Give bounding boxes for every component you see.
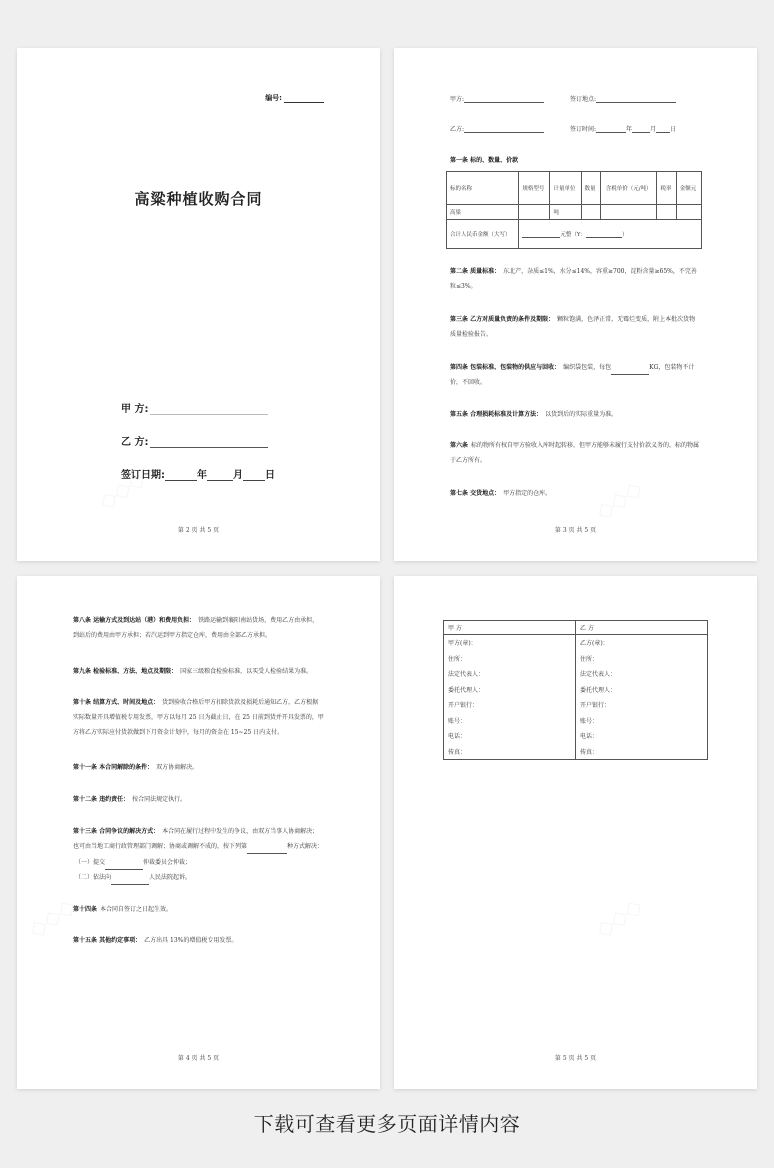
article-10-head: 第十条 结算方式、时间及地点： xyxy=(73,699,160,706)
document-page-4 xyxy=(17,576,380,1089)
article-13-text: 本合同在履行过程中发生的争议，由双方当事人协商解决；也可由当地工商行政管理部门调解；协商或调解不成的，按下列第 xyxy=(73,828,319,850)
table-cell: 开户银行： xyxy=(576,697,708,713)
total-suffix: 元整（Y： xyxy=(560,232,586,238)
sign-place-field xyxy=(570,94,676,103)
article-4-text-end: KG，包装物不计价，不回收。 xyxy=(450,364,695,386)
table-cell xyxy=(657,205,676,220)
article-7-text: 甲方指定的仓库。 xyxy=(503,490,552,497)
download-more-link[interactable]: 下载可查看更多页面详情内容 xyxy=(253,1112,521,1136)
document-page-2 xyxy=(17,48,380,561)
article-11-head: 第十一条 本合同解除的条件： xyxy=(73,764,154,771)
table-cell: 住所： xyxy=(444,651,576,667)
article-7-head: 第七条 交货地点： xyxy=(450,490,501,497)
year-label: 年 xyxy=(626,126,633,133)
option-2-text: （二）依法向 xyxy=(75,874,112,881)
watermark xyxy=(24,894,80,944)
article-15-text: 乙方出具 13%的增值税专用发票。 xyxy=(144,937,238,944)
article-9-head: 第九条 检验标准、方法、地点及期限： xyxy=(73,668,178,675)
article-9 xyxy=(73,664,324,679)
table-cell: 账号： xyxy=(444,713,576,729)
table-header-cell: 税率 xyxy=(657,172,676,205)
table-header-cell: 规格型号 xyxy=(519,172,550,205)
month-label: 月 xyxy=(650,126,657,133)
article-2-head: 第二条 质量标准： xyxy=(450,268,501,275)
day-blank xyxy=(243,470,265,481)
total-close: ） xyxy=(621,232,628,238)
price-table xyxy=(446,171,702,249)
article-5 xyxy=(450,407,701,422)
dispute-method-blank xyxy=(247,847,287,854)
table-cell: 甲 方 xyxy=(444,621,576,635)
article-13 xyxy=(73,824,324,854)
article-4 xyxy=(450,360,701,390)
table-cell: 开户银行： xyxy=(444,697,576,713)
year-label: 年 xyxy=(197,470,207,481)
watermark xyxy=(591,894,647,944)
arbitration-blank xyxy=(105,863,143,870)
table-cell: 甲方(章)： xyxy=(444,635,576,651)
article-6-head: 第六条 xyxy=(450,442,469,449)
table-row xyxy=(444,713,708,729)
article-3 xyxy=(450,312,701,342)
month-blank xyxy=(632,126,650,133)
table-header-cell: 数量 xyxy=(581,172,600,205)
article-12 xyxy=(73,792,324,807)
table-header-cell: 含税单价（元/吨） xyxy=(600,172,657,205)
sign-time-label: 签订时间: xyxy=(570,126,597,133)
table-row xyxy=(444,744,708,760)
party-a-blank xyxy=(150,404,268,415)
table-cell: 账号： xyxy=(576,713,708,729)
table-cell: 委托代理人： xyxy=(576,682,708,698)
party-b-blank xyxy=(464,126,544,133)
article-15 xyxy=(73,933,324,948)
article-6 xyxy=(450,438,701,468)
table-header-row xyxy=(447,172,702,205)
contract-code xyxy=(265,93,324,103)
table-row xyxy=(444,651,708,667)
day-label: 日 xyxy=(265,470,275,481)
article-1-head: 第一条 标的、数量、价款 xyxy=(450,157,519,164)
article-14-text: 本合同自签订之日起生效。 xyxy=(100,906,173,913)
article-2 xyxy=(450,264,701,294)
table-cell: 传真： xyxy=(576,744,708,760)
article-12-head: 第十二条 违约责任： xyxy=(73,796,130,803)
table-cell xyxy=(676,205,701,220)
table-cell: 高粱 xyxy=(447,205,519,220)
table-row xyxy=(444,621,708,635)
party-a-label: 甲方: xyxy=(450,96,465,103)
document-page-3 xyxy=(394,48,757,561)
article-13-option-1 xyxy=(75,855,324,870)
party-b-blank xyxy=(150,437,268,448)
article-6-text: 标的物所有权自甲方验收入库时起转移，但甲方能够未履行支付价款义务的，标的物属于乙方所有。 xyxy=(450,442,700,464)
court-blank xyxy=(111,878,149,885)
day-label: 日 xyxy=(670,126,677,133)
article-5-head: 第五条 合理损耗标准及计算方法： xyxy=(450,411,543,418)
article-11-text: 双方协商解决。 xyxy=(156,764,199,771)
article-3-head: 第三条 乙方对质量负责的条件及期限： xyxy=(450,316,555,323)
month-label: 月 xyxy=(233,470,243,481)
option-1-text: （一）提交 xyxy=(75,859,106,866)
sign-date-line xyxy=(121,466,275,481)
article-13-head: 第十三条 合同争议的解决方式： xyxy=(73,828,160,835)
article-14 xyxy=(73,902,324,917)
table-total-row xyxy=(447,220,702,249)
month-blank xyxy=(207,470,233,481)
table-cell xyxy=(519,205,550,220)
table-cell: 电话： xyxy=(576,728,708,744)
article-7 xyxy=(450,486,701,501)
package-weight-blank xyxy=(611,368,649,375)
article-5-text: 以货到后的实际重量为准。 xyxy=(545,411,618,418)
table-header-cell: 标的名称 xyxy=(447,172,519,205)
sign-date-label: 签订日期: xyxy=(121,470,165,481)
party-b-label: 乙 方: xyxy=(121,437,149,448)
year-blank xyxy=(165,470,197,481)
party-a-line xyxy=(121,400,268,415)
article-12-text: 按合同法规定执行。 xyxy=(132,796,187,803)
article-8-text: 铁路运输到襄阳南站货场，费用乙方由承担，到站后的费用由甲方承担；若汽运到甲方指定仓库，费用由全部乙方承担。 xyxy=(73,617,319,639)
table-cell: 住所： xyxy=(576,651,708,667)
sign-time-field xyxy=(570,124,676,133)
table-row xyxy=(444,666,708,682)
page-number: 第 2 页 共 5 页 xyxy=(177,527,220,534)
document-page-5 xyxy=(394,576,757,1089)
day-blank xyxy=(656,126,670,133)
article-2-text: 东北产，杂质≤1%，水分≤14%，容重≥700，淀粉含量≥65%，不完善粒≤3%。 xyxy=(450,268,697,290)
table-row xyxy=(444,697,708,713)
contract-title: 高粱种植收购合同 xyxy=(134,190,263,208)
table-cell: 电话： xyxy=(444,728,576,744)
table-cell: 法定代表人： xyxy=(444,666,576,682)
article-1-title xyxy=(450,153,701,168)
table-header-cell: 计量单位 xyxy=(550,172,581,205)
sign-place-blank xyxy=(596,96,676,103)
party-b-label: 乙方: xyxy=(450,126,465,133)
total-label-cell: 合计人民币金额（大写） xyxy=(447,220,519,249)
article-4-text: 编织袋包装，每包 xyxy=(563,364,612,371)
table-cell: 委托代理人： xyxy=(444,682,576,698)
party-b-line xyxy=(121,433,268,448)
article-10 xyxy=(73,695,324,740)
page-number: 第 5 页 共 5 页 xyxy=(554,1055,597,1062)
party-a-field xyxy=(450,94,544,103)
table-cell: 法定代表人： xyxy=(576,666,708,682)
page-number: 第 3 页 共 5 页 xyxy=(554,527,597,534)
article-13-option-2 xyxy=(75,870,324,885)
sign-place-label: 签订地点: xyxy=(570,96,597,103)
code-blank xyxy=(284,95,324,103)
table-cell xyxy=(600,205,657,220)
article-13-text-end: 种方式解决： xyxy=(287,843,324,850)
article-9-text: 国家三级粮食检验标准，以买受人检验结果为准。 xyxy=(180,668,313,675)
article-11 xyxy=(73,760,324,775)
signature-table xyxy=(443,620,708,760)
article-14-head: 第十四条 xyxy=(73,906,98,913)
table-cell: 吨 xyxy=(550,205,581,220)
table-header-cell: 金额元 xyxy=(676,172,701,205)
table-cell xyxy=(581,205,600,220)
table-cell: 传真： xyxy=(444,744,576,760)
total-blank xyxy=(522,231,560,238)
table-cell: 乙方(章)： xyxy=(576,635,708,651)
article-15-head: 第十五条 其他约定事项： xyxy=(73,937,142,944)
year-blank xyxy=(596,126,626,133)
party-b-field xyxy=(450,124,544,133)
code-label: 编号: xyxy=(265,94,282,102)
page-number: 第 4 页 共 5 页 xyxy=(177,1055,220,1062)
total-value-cell xyxy=(519,220,702,249)
party-a-label: 甲 方: xyxy=(121,404,149,415)
article-8-head: 第八条 运输方式及到达站（港）和费用负担： xyxy=(73,617,196,624)
article-10-text: 货到验收合格后甲方扣除货款及损耗后通知乙方，乙方根据实际数量开具增值税专用发票，甲方以每月 25 日为截止日，在 25 日前到货并开具发票的，甲方将乙方实际应付货款做到下月资金计划中，每月的资金在 15~25 日内支付。 xyxy=(73,699,324,736)
table-row xyxy=(444,728,708,744)
table-cell: 乙 方 xyxy=(576,621,708,635)
article-4-head: 第四条 包装标准、包装物的供应与回收： xyxy=(450,364,561,371)
party-a-blank xyxy=(464,96,544,103)
article-3-text: 颗粒饱满，色泽正常，无霉烂变质，附上本批次货物质量检验报告。 xyxy=(450,316,696,338)
option-1-text-end: 仲裁委员会仲裁； xyxy=(143,859,192,866)
table-row xyxy=(447,205,702,220)
table-row xyxy=(444,635,708,651)
table-row xyxy=(444,682,708,698)
article-8 xyxy=(73,613,324,643)
total-figure-blank xyxy=(586,231,622,238)
option-2-text-end: 人民法院起诉。 xyxy=(149,874,192,881)
